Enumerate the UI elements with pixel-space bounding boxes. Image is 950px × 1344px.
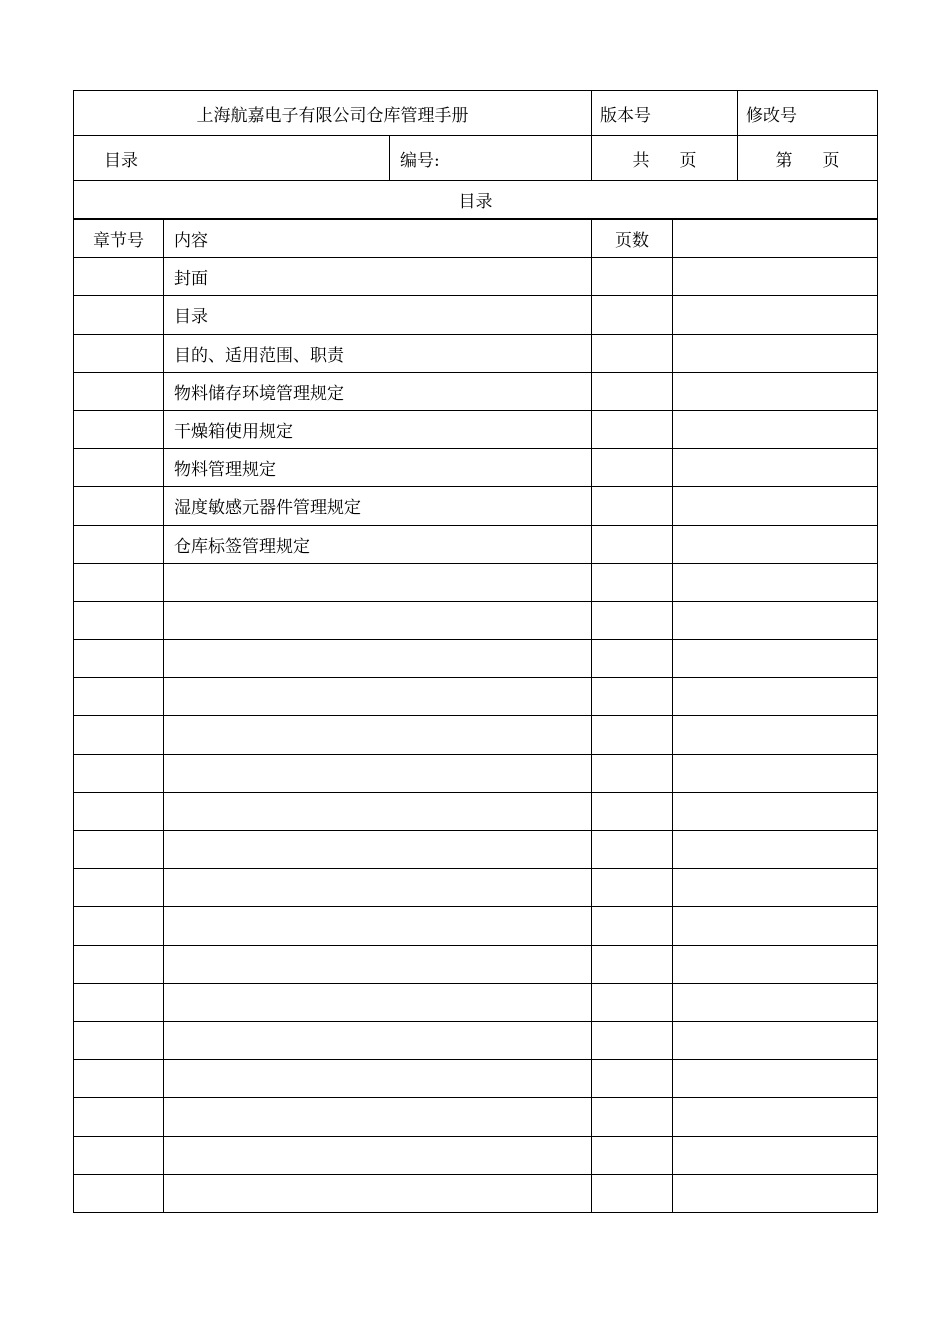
content-cell: [164, 907, 592, 945]
header-row-section-title: [74, 181, 878, 219]
pages-cell: [592, 449, 673, 487]
table-row: [74, 640, 878, 678]
page-unit: 页: [822, 150, 840, 171]
pages-cell: [592, 1060, 673, 1098]
extra-cell: [673, 640, 878, 678]
extra-cell: [673, 1098, 878, 1136]
toc-header-row: [74, 220, 878, 258]
content-cell: 干燥箱使用规定: [164, 410, 592, 448]
content-cell: [164, 1136, 592, 1174]
pages-cell: [592, 601, 673, 639]
chapter-cell: [74, 831, 164, 869]
extra-cell: [673, 983, 878, 1021]
chapter-cell: [74, 1060, 164, 1098]
total-unit: 页: [679, 150, 697, 171]
pages-cell: [592, 792, 673, 830]
chapter-cell: [74, 1136, 164, 1174]
number-label: 编号:: [400, 150, 440, 171]
chapter-cell: [74, 945, 164, 983]
revision-label: 修改号: [746, 105, 797, 126]
pages-cell: [592, 410, 673, 448]
chapter-cell: [74, 792, 164, 830]
extra-cell: [673, 792, 878, 830]
extra-cell: [673, 525, 878, 563]
pages-cell: [592, 1136, 673, 1174]
pages-cell: [592, 945, 673, 983]
chapter-cell: [74, 258, 164, 296]
chapter-cell: [74, 678, 164, 716]
pages-cell: [592, 640, 673, 678]
chapter-cell: [74, 907, 164, 945]
table-row: [74, 334, 878, 372]
table-row: [74, 792, 878, 830]
pages-cell: [592, 334, 673, 372]
extra-cell: [673, 1174, 878, 1212]
table-row: [74, 525, 878, 563]
page-number-cell: [738, 136, 878, 181]
extra-cell: [673, 907, 878, 945]
content-cell: 目录: [164, 296, 592, 334]
chapter-cell: [74, 869, 164, 907]
table-row: [74, 945, 878, 983]
chapter-cell: [74, 601, 164, 639]
extra-cell: [673, 334, 878, 372]
table-row: [74, 907, 878, 945]
content-cell: [164, 716, 592, 754]
doc-section-label: 目录: [104, 150, 138, 171]
column-header-content: 内容: [164, 220, 592, 258]
table-row: [74, 1060, 878, 1098]
extra-cell: [673, 410, 878, 448]
table-row: [74, 716, 878, 754]
extra-cell: [673, 869, 878, 907]
content-cell: [164, 1060, 592, 1098]
table-row: [74, 449, 878, 487]
extra-cell: [673, 296, 878, 334]
pages-cell: [592, 296, 673, 334]
pages-cell: [592, 869, 673, 907]
toc-body: [74, 220, 878, 1213]
table-row: [74, 1021, 878, 1059]
content-cell: [164, 1098, 592, 1136]
chapter-cell: [74, 334, 164, 372]
revision-cell: [738, 91, 878, 136]
column-header-pages: 页数: [592, 220, 673, 258]
chapter-cell: [74, 372, 164, 410]
extra-cell: [673, 258, 878, 296]
pages-cell: [592, 754, 673, 792]
extra-cell: [673, 754, 878, 792]
chapter-cell: [74, 487, 164, 525]
content-cell: [164, 601, 592, 639]
content-cell: [164, 869, 592, 907]
chapter-cell: [74, 1021, 164, 1059]
document-header-table: [73, 90, 878, 219]
column-header-extra: [673, 220, 878, 258]
content-cell: [164, 1021, 592, 1059]
extra-cell: [673, 563, 878, 601]
table-row: [74, 1174, 878, 1212]
content-cell: [164, 945, 592, 983]
table-row: [74, 983, 878, 1021]
table-row: [74, 754, 878, 792]
total-label: 共: [632, 150, 650, 171]
table-row: [74, 296, 878, 334]
content-cell: [164, 983, 592, 1021]
column-header-chapter: 章节号: [74, 220, 164, 258]
content-cell: 目的、适用范围、职责: [164, 334, 592, 372]
table-row: [74, 487, 878, 525]
chapter-cell: [74, 449, 164, 487]
content-cell: [164, 640, 592, 678]
pages-cell: [592, 831, 673, 869]
chapter-cell: [74, 525, 164, 563]
extra-cell: [673, 372, 878, 410]
extra-cell: [673, 487, 878, 525]
extra-cell: [673, 716, 878, 754]
pages-cell: [592, 716, 673, 754]
extra-cell: [673, 945, 878, 983]
chapter-cell: [74, 1174, 164, 1212]
number-cell: [390, 136, 592, 181]
table-row: [74, 831, 878, 869]
version-cell: [592, 91, 738, 136]
pages-cell: [592, 1021, 673, 1059]
manual-title: 上海航嘉电子有限公司仓库管理手册: [196, 105, 469, 126]
content-cell: [164, 754, 592, 792]
total-pages-cell: [592, 136, 738, 181]
chapter-cell: [74, 640, 164, 678]
table-row: [74, 1098, 878, 1136]
chapter-cell: [74, 754, 164, 792]
extra-cell: [673, 1060, 878, 1098]
version-label: 版本号: [600, 105, 651, 126]
pages-cell: [592, 678, 673, 716]
chapter-cell: [74, 1098, 164, 1136]
manual-title-cell: [74, 91, 592, 136]
content-cell: [164, 563, 592, 601]
section-title: 目录: [458, 192, 493, 212]
pages-cell: [592, 1098, 673, 1136]
content-cell: [164, 831, 592, 869]
table-row: [74, 410, 878, 448]
content-cell: 仓库标签管理规定: [164, 525, 592, 563]
chapter-cell: [74, 983, 164, 1021]
pages-cell: [592, 258, 673, 296]
chapter-cell: [74, 296, 164, 334]
extra-cell: [673, 831, 878, 869]
table-row: [74, 601, 878, 639]
table-row: [74, 869, 878, 907]
table-row: [74, 563, 878, 601]
chapter-cell: [74, 563, 164, 601]
toc-table: [73, 219, 878, 1213]
pages-cell: [592, 525, 673, 563]
header-row-info: [74, 136, 878, 181]
header-row-title: [74, 91, 878, 136]
pages-cell: [592, 563, 673, 601]
extra-cell: [673, 449, 878, 487]
table-row: [74, 678, 878, 716]
table-row: [74, 1136, 878, 1174]
content-cell: 物料管理规定: [164, 449, 592, 487]
table-row: [74, 372, 878, 410]
section-title-cell: [74, 181, 878, 219]
extra-cell: [673, 1136, 878, 1174]
content-cell: 物料储存环境管理规定: [164, 372, 592, 410]
extra-cell: [673, 678, 878, 716]
document-sheet: [73, 90, 877, 1213]
pages-cell: [592, 983, 673, 1021]
pages-cell: [592, 372, 673, 410]
content-cell: [164, 678, 592, 716]
pages-cell: [592, 487, 673, 525]
content-cell: [164, 792, 592, 830]
content-cell: 湿度敏感元器件管理规定: [164, 487, 592, 525]
chapter-cell: [74, 716, 164, 754]
chapter-cell: [74, 410, 164, 448]
pages-cell: [592, 907, 673, 945]
content-cell: [164, 1174, 592, 1212]
extra-cell: [673, 601, 878, 639]
content-cell: 封面: [164, 258, 592, 296]
pages-cell: [592, 1174, 673, 1212]
page-label: 第: [775, 150, 793, 171]
table-row: [74, 258, 878, 296]
doc-section-cell: [74, 136, 390, 181]
extra-cell: [673, 1021, 878, 1059]
